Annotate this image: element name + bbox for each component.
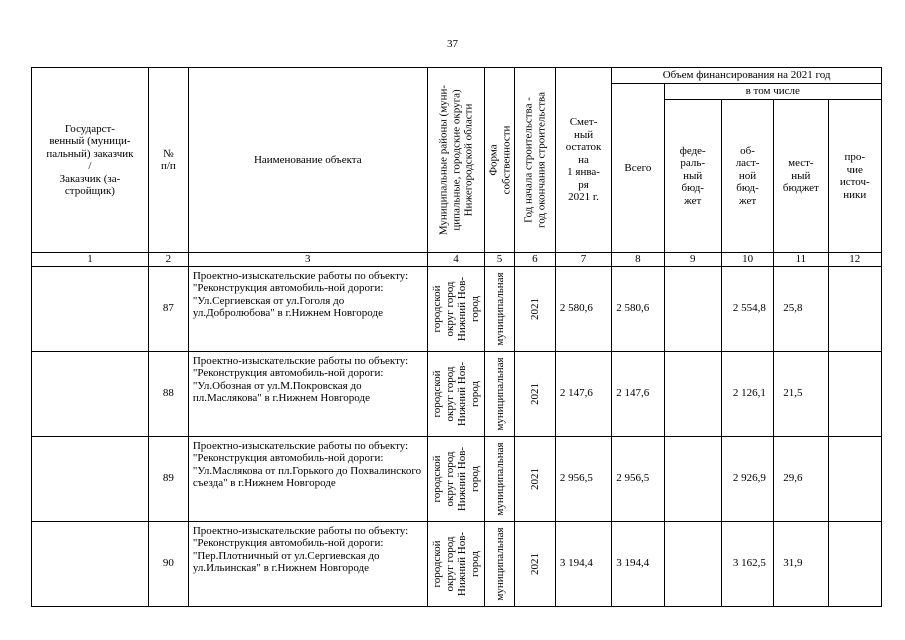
local-value: 29,6	[774, 436, 828, 521]
header-federal: феде- раль- ный бюд- жет	[664, 100, 721, 253]
municipality-text: городской округ город Нижний Нов- город	[430, 361, 481, 426]
estimate-value: 2 147,6	[555, 351, 611, 436]
year-text: 2021	[528, 297, 541, 320]
regional-value: 2 926,9	[721, 436, 773, 521]
page-number: 37	[447, 38, 458, 50]
table-row	[32, 351, 882, 436]
total-value: 2 147,6	[612, 351, 664, 436]
estimate-value: 2 956,5	[555, 436, 611, 521]
federal-value	[664, 436, 721, 521]
header-local: мест- ный бюджет	[774, 100, 828, 253]
other-value	[828, 351, 881, 436]
table-row	[32, 266, 882, 351]
local-value: 21,5	[774, 351, 828, 436]
column-number: 12	[828, 253, 881, 267]
municipality-text: городской округ город Нижний Нов- город	[430, 276, 481, 341]
header-customer: Государст- венный (муници- пальный) заказчик / Заказчик (за- стройщик)	[32, 68, 149, 253]
header-including: в том числе	[664, 84, 881, 100]
year-cell	[514, 436, 555, 521]
column-number: 10	[721, 253, 773, 267]
row-number: 90	[148, 521, 188, 606]
table-row	[32, 436, 882, 521]
column-number: 2	[148, 253, 188, 267]
header-financing: Объем финансирования на 2021 год	[612, 68, 882, 84]
municipality-cell	[427, 521, 484, 606]
table-row	[32, 521, 882, 606]
year-text: 2021	[528, 552, 541, 575]
column-number: 6	[514, 253, 555, 267]
local-value: 31,9	[774, 521, 828, 606]
municipality-cell	[427, 266, 484, 351]
column-number: 11	[774, 253, 828, 267]
row-number: 88	[148, 351, 188, 436]
total-value: 2 580,6	[612, 266, 664, 351]
column-number: 5	[485, 253, 515, 267]
header-years: Год начала строительства - год окончания строительства	[514, 68, 555, 253]
customer-cell	[32, 351, 149, 436]
ownership-cell	[485, 351, 515, 436]
ownership-cell	[485, 266, 515, 351]
other-value	[828, 266, 881, 351]
ownership-cell	[485, 436, 515, 521]
regional-value: 3 162,5	[721, 521, 773, 606]
ownership-text: муниципальная	[493, 526, 506, 601]
header-municipality: Муниципальные районы (муни- ципальные, городские округа) Нижегородской области	[427, 68, 484, 253]
ownership-text: муниципальная	[493, 356, 506, 431]
federal-value	[664, 266, 721, 351]
municipality-text: городской округ город Нижний Нов- город	[430, 531, 481, 596]
other-value	[828, 521, 881, 606]
header-object-name: Наименование объекта	[188, 68, 427, 253]
year-cell	[514, 266, 555, 351]
column-number: 4	[427, 253, 484, 267]
column-number: 1	[32, 253, 149, 267]
object-name: Проектно-изыскательские работы по объекту: "Реконструкция автомобиль-ной дороги: "Ул.Обозная от ул.М.Покровская до пл.Маслякова" в г.Нижнем Новгороде	[188, 351, 427, 436]
column-number: 7	[555, 253, 611, 267]
object-name: Проектно-изыскательские работы по объекту: "Реконструкция автомобиль-ной дороги: "Ул.Маслякова от пл.Горького до Похвалинского съезда" в г.Нижнем Новгороде	[188, 436, 427, 521]
federal-value	[664, 521, 721, 606]
year-text: 2021	[528, 467, 541, 490]
object-name: Проектно-изыскательские работы по объекту: "Реконструкция автомобиль-ной дороги: "Пер.Плотничный от ул.Сергиевская до ул.Ильинская" в г.Нижнем Новгороде	[188, 521, 427, 606]
financing-table	[31, 67, 882, 607]
regional-value: 2 126,1	[721, 351, 773, 436]
regional-value: 2 554,8	[721, 266, 773, 351]
customer-cell	[32, 521, 149, 606]
column-number: 9	[664, 253, 721, 267]
estimate-value: 3 194,4	[555, 521, 611, 606]
municipality-cell	[427, 436, 484, 521]
ownership-cell	[485, 521, 515, 606]
row-number: 87	[148, 266, 188, 351]
column-number: 8	[612, 253, 664, 267]
year-cell	[514, 521, 555, 606]
row-number: 89	[148, 436, 188, 521]
total-value: 2 956,5	[612, 436, 664, 521]
ownership-text: муниципальная	[493, 441, 506, 516]
federal-value	[664, 351, 721, 436]
customer-cell	[32, 436, 149, 521]
customer-cell	[32, 266, 149, 351]
header-ownership: Форма собственности	[485, 68, 515, 253]
ownership-text: муниципальная	[493, 271, 506, 346]
municipality-text: городской округ город Нижний Нов- город	[430, 446, 481, 511]
header-total: Всего	[612, 84, 664, 253]
local-value: 25,8	[774, 266, 828, 351]
column-numbers-row	[32, 253, 882, 267]
total-value: 3 194,4	[612, 521, 664, 606]
estimate-value: 2 580,6	[555, 266, 611, 351]
header-num: № п/п	[148, 68, 188, 253]
object-name: Проектно-изыскательские работы по объекту: "Реконструкция автомобиль-ной дороги: "Ул.Сергиевская от ул.Гоголя до ул.Добролюбова" в г.Нижнем Новгороде	[188, 266, 427, 351]
year-cell	[514, 351, 555, 436]
column-number: 3	[188, 253, 427, 267]
header-estimate: Смет- ный остаток на 1 янва- ря 2021 г.	[555, 68, 611, 253]
year-text: 2021	[528, 382, 541, 405]
header-regional: об- ласт- ной бюд- жет	[721, 100, 773, 253]
municipality-cell	[427, 351, 484, 436]
other-value	[828, 436, 881, 521]
header-other: про- чие источ- ники	[828, 100, 881, 253]
